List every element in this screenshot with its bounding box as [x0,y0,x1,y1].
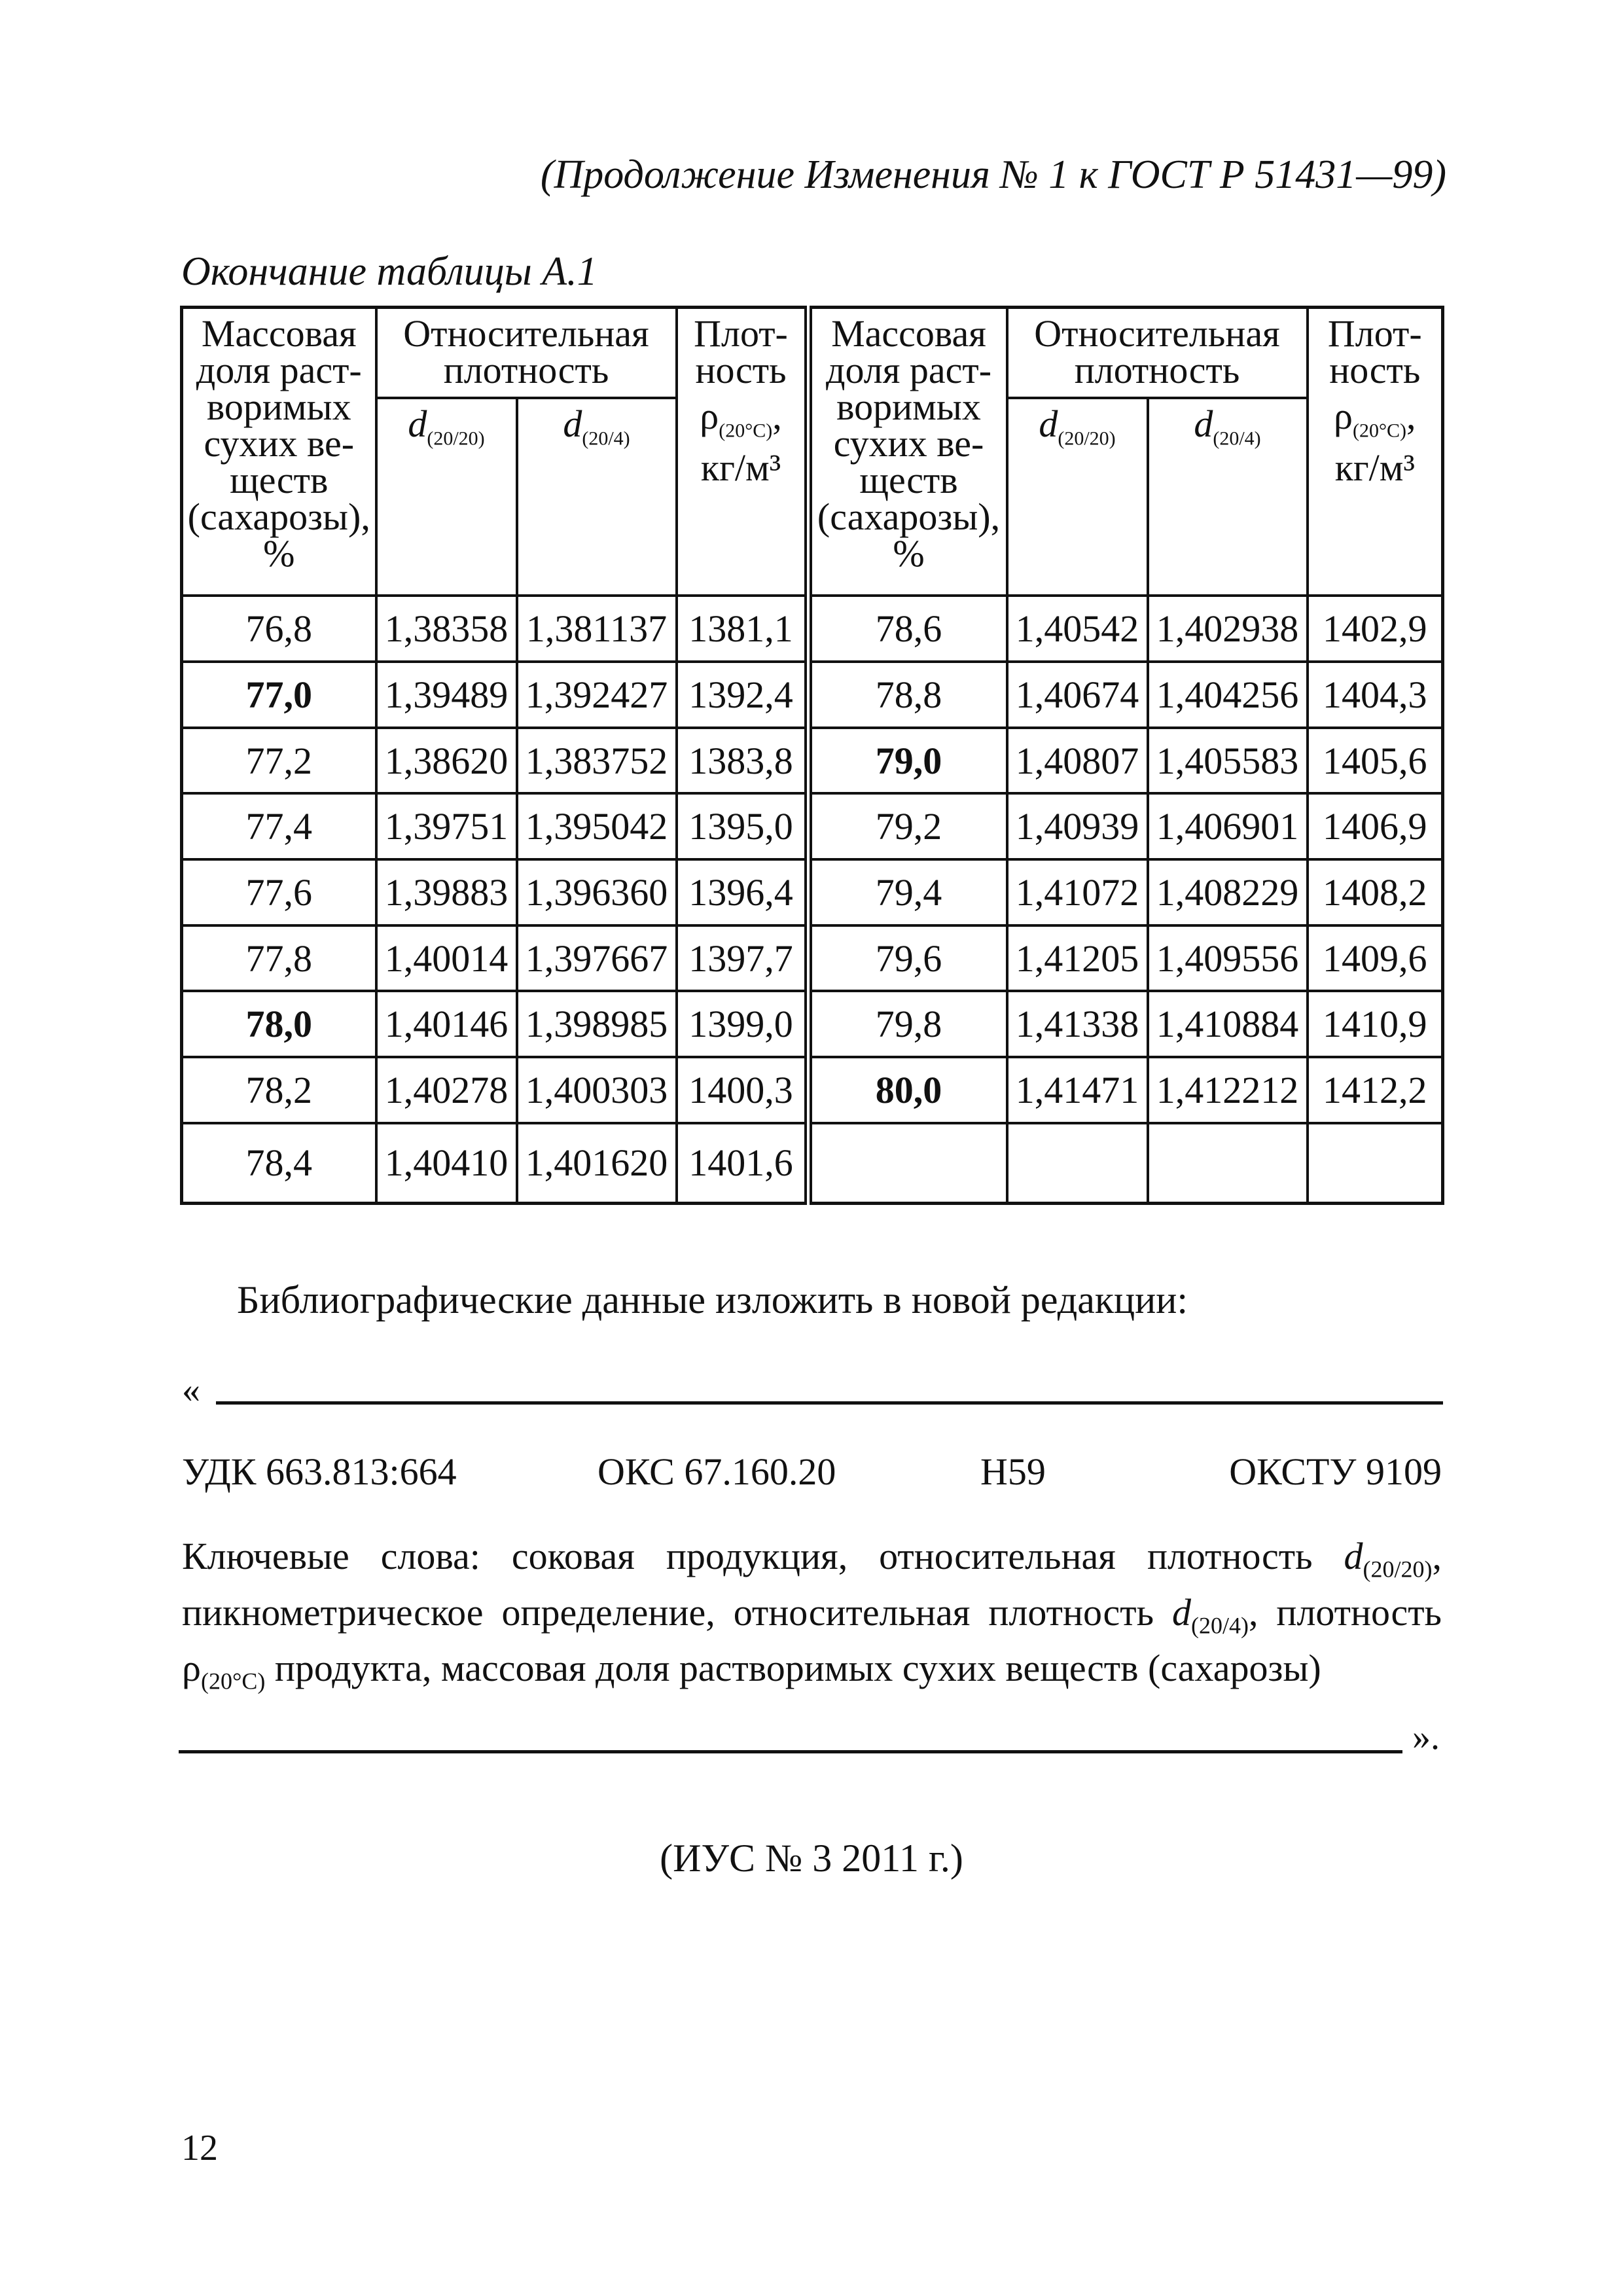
table-cell: 1,383752 [517,728,677,794]
header-line: % [893,532,925,575]
table-cell: 1,39489 [376,662,517,728]
table-cell [1007,1123,1148,1204]
table-cell: 1,38358 [376,596,517,662]
table-cell: 78,2 [182,1057,376,1123]
table-row [182,662,1443,728]
bibliography-intro: Библиографические данные изложить в новой редакции: [237,1278,1188,1321]
table-cell: 1408,2 [1308,859,1443,925]
header-line: ность [695,349,787,391]
table-cell: 1,38620 [376,728,517,794]
table-cell: 77,8 [182,925,376,992]
table-row [182,596,1443,662]
table-cell: 77,6 [182,859,376,925]
table-cell: 1,404256 [1148,662,1308,728]
table-cell: 76,8 [182,596,376,662]
oks-code: ОКС 67.160.20 [597,1450,836,1493]
header-rho-2: $\rho_{(20^\circ C)}$, кг/м³ [1308,398,1443,596]
header-line: Массовая [831,312,986,355]
header-line: % [263,532,295,575]
group-code: Н59 [980,1450,1046,1493]
separator-rule-bottom [179,1750,1402,1753]
table-cell: 1,392427 [517,662,677,728]
table-row [182,859,1443,925]
table-caption: Окончание таблицы А.1 [181,249,597,294]
table-cell: 1,410884 [1148,991,1308,1057]
table-cell: 77,4 [182,793,376,859]
table-cell: 79,4 [808,859,1007,925]
header-density [677,308,808,399]
header-line: ществ [859,459,958,501]
table-cell: 78,8 [808,662,1007,728]
table-cell: 1404,3 [1308,662,1443,728]
header-density-2 [1308,308,1443,399]
table-cell: 1392,4 [677,662,808,728]
header-relative-density-2 [1007,308,1308,399]
table-cell: 1406,9 [1308,793,1443,859]
table-cell: 1397,7 [677,925,808,992]
table-cell: 79,6 [808,925,1007,992]
header-rho: $\rho_{(20^\circ C)}$, кг/м³ [677,398,808,596]
table-cell: 1,396360 [517,859,677,925]
okstu-code: ОКСТУ 9109 [1229,1450,1442,1493]
table-cell: 1383,8 [677,728,808,794]
classification-row [182,1450,1442,1496]
table-cell: 1399,0 [677,991,808,1057]
table-cell: 1400,3 [677,1057,808,1123]
header-line: сухих ве- [833,422,984,465]
table-cell: 79,2 [808,793,1007,859]
table-cell: 1395,0 [677,793,808,859]
header-line: доля раст- [196,349,362,391]
table-cell: 80,0 [808,1057,1007,1123]
table-cell: 1,39751 [376,793,517,859]
table-cell: 1,41072 [1007,859,1148,925]
table-cell: 1381,1 [677,596,808,662]
header-line: Относительная [403,312,649,355]
header-line: сухих ве- [204,422,355,465]
table-body [182,596,1443,1203]
table-cell: 1,40542 [1007,596,1148,662]
table-cell: 1,40146 [376,991,517,1057]
header-mass-fraction [182,308,376,596]
table-cell: 1,402938 [1148,596,1308,662]
table-cell: 1,381137 [517,596,677,662]
header-d2020-2: $d_{(20/20)}$ [1007,398,1148,596]
table-row [182,728,1443,794]
table-cell: 78,6 [808,596,1007,662]
close-quote: ». [1412,1717,1440,1757]
header-d204-2: $d_{(20/4)}$ [1148,398,1308,596]
header-mass-fraction-2 [808,308,1007,596]
table-cell: 1,40014 [376,925,517,992]
table-cell: 1,41338 [1007,991,1148,1057]
table-cell: 1,39883 [376,859,517,925]
table-cell: 1,41471 [1007,1057,1148,1123]
header-d204: $d_{(20/4)}$ [517,398,677,596]
table-cell: 1,400303 [517,1057,677,1123]
table-cell: 79,0 [808,728,1007,794]
table-cell: 1412,2 [1308,1057,1443,1123]
density-table [180,306,1444,1205]
keywords-paragraph: Ключевые слова: соковая продукция, относительная плотность $d_{(20/20)}$, пикнометрическое определение, относительная плотность $d_{(20/4)}$, плотность $\rho_{(20^\circ C)}$ продукта, массовая доля растворимых сухих веществ (сахарозы) [182,1535,1442,1695]
table-cell: 77,0 [182,662,376,728]
table-cell: 1402,9 [1308,596,1443,662]
table-cell: 1,40410 [376,1123,517,1204]
table-row [182,925,1443,992]
table-cell: 1,406901 [1148,793,1308,859]
table-cell: 79,8 [808,991,1007,1057]
table-cell [1308,1123,1443,1204]
table-cell: 1410,9 [1308,991,1443,1057]
table-row [182,991,1443,1057]
header-relative-density [376,308,677,399]
table-row [182,1057,1443,1123]
table-cell: 77,2 [182,728,376,794]
table-cell: 1,412212 [1148,1057,1308,1123]
table-cell: 1,40674 [1007,662,1148,728]
table-cell: 1,40807 [1007,728,1148,794]
table-cell: 1,405583 [1148,728,1308,794]
table-cell: 1,395042 [517,793,677,859]
header-line: воримых [836,386,981,428]
table-cell: 1,397667 [517,925,677,992]
header-line: доля раст- [826,349,992,391]
header-d2020: $d_{(20/20)}$ [376,398,517,596]
separator-rule-top [216,1401,1443,1405]
table-cell [1148,1123,1308,1204]
header-line: (сахарозы), [817,495,1001,538]
table-cell: 1,408229 [1148,859,1308,925]
header-line: плотность [443,349,609,391]
table-cell: 1,409556 [1148,925,1308,992]
header-line: Относительная [1034,312,1280,355]
page-number: 12 [181,2128,218,2168]
table-cell [808,1123,1007,1204]
continuation-header: (Продолжение Изменения № 1 к ГОСТ Р 51431—99) [540,152,1446,197]
table-cell: 1,41205 [1007,925,1148,992]
header-line: плотность [1074,349,1240,391]
table-cell: 1,40278 [376,1057,517,1123]
table-cell: 1,398985 [517,991,677,1057]
header-line: Массовая [201,312,357,355]
table-row [182,793,1443,859]
table-row [182,1123,1443,1204]
table-cell: 78,4 [182,1123,376,1204]
header-line: воримых [206,386,351,428]
ius-reference: (ИУС № 3 2011 г.) [660,1837,963,1880]
header-line: Плот- [694,312,788,355]
header-line: ществ [230,459,329,501]
header-line: ность [1329,349,1421,391]
table-cell: 1401,6 [677,1123,808,1204]
table-cell: 1,401620 [517,1123,677,1204]
table-cell: 1,40939 [1007,793,1148,859]
table-cell: 1396,4 [677,859,808,925]
table-cell: 1405,6 [1308,728,1443,794]
header-line: Плот- [1327,312,1422,355]
table-cell: 78,0 [182,991,376,1057]
header-line: (сахарозы), [187,495,370,538]
table-cell: 1409,6 [1308,925,1443,992]
udk-code: УДК 663.813:664 [182,1450,457,1493]
open-quote: « [182,1370,200,1410]
